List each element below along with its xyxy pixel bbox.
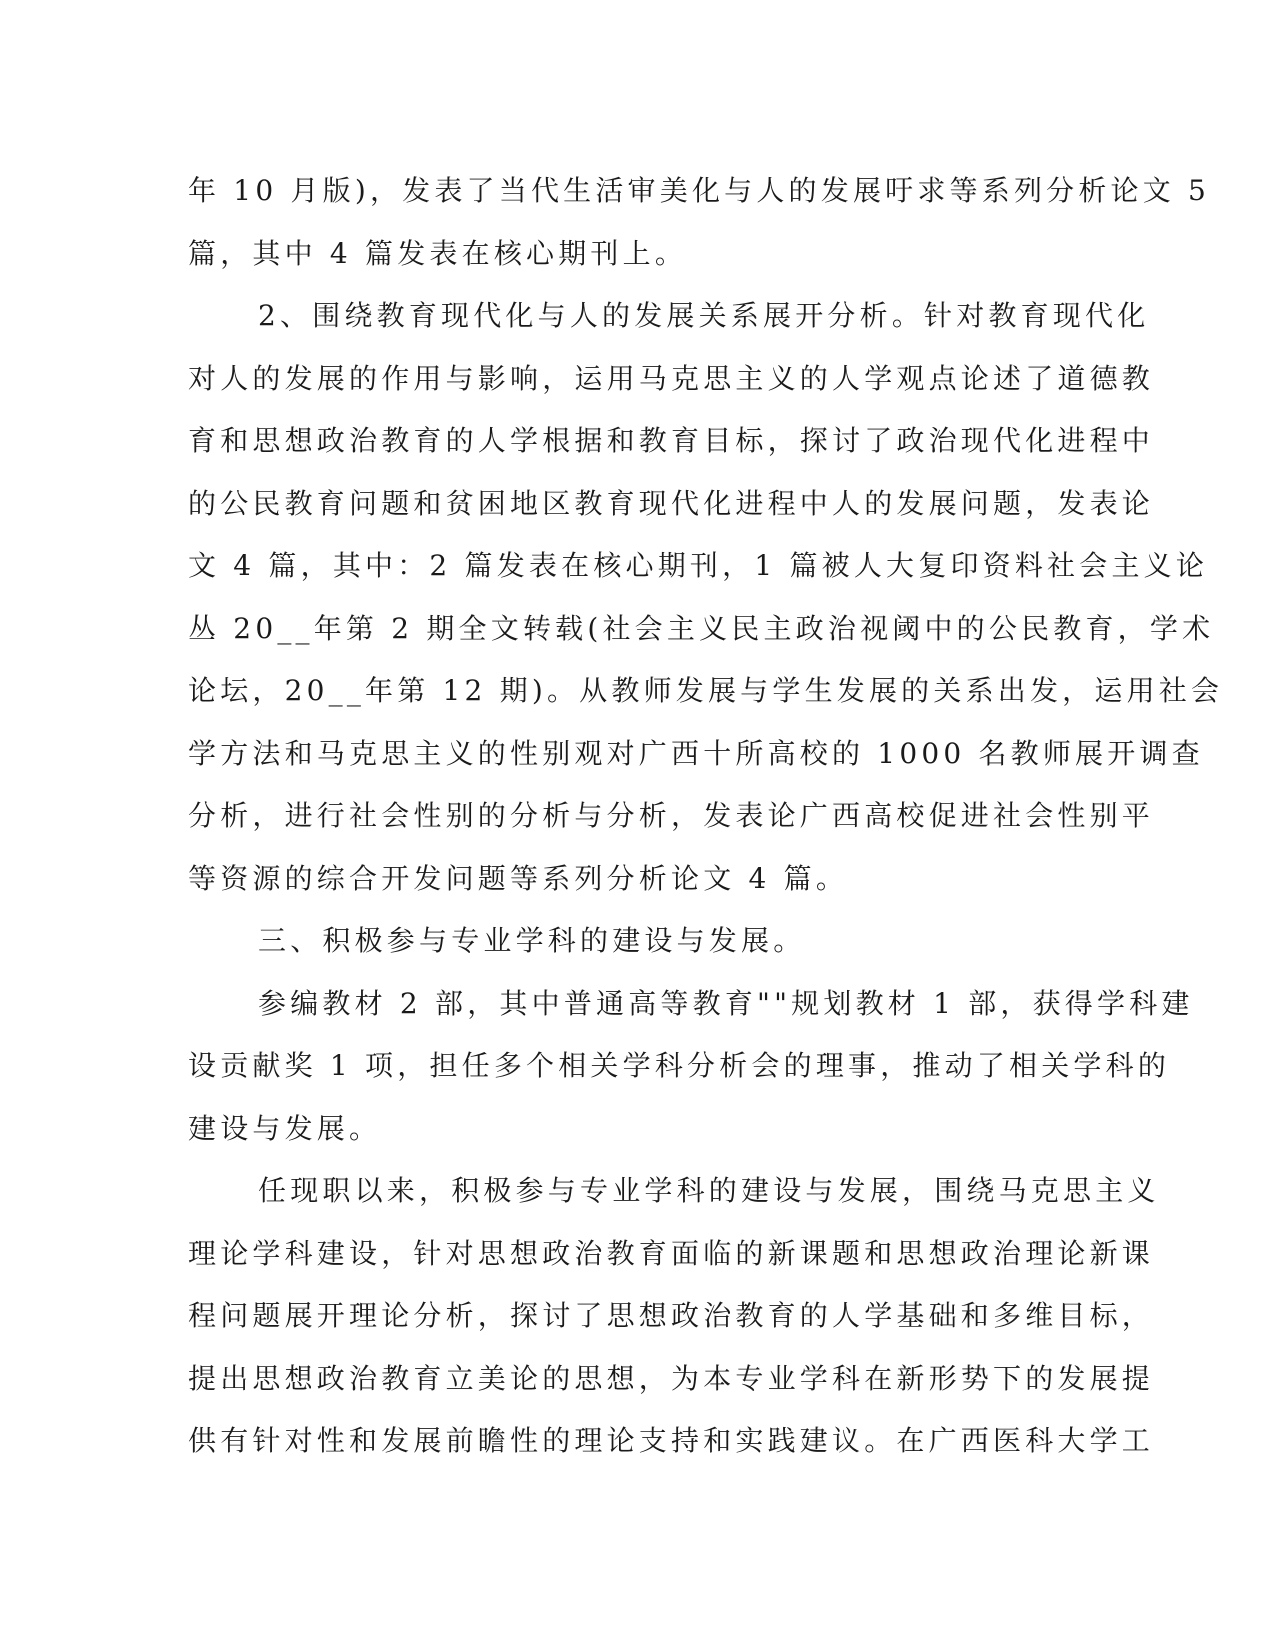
text-line: 文 4 篇，其中：2 篇发表在核心期刊，1 篇被人大复印资料社会主义论 xyxy=(188,549,1209,582)
text-line: 程问题展开理论分析，探讨了思想政治教育的人学基础和多维目标， xyxy=(188,1299,1155,1332)
text-line: 分析，进行社会性别的分析与分析，发表论广西高校促进社会性别平 xyxy=(188,799,1155,832)
text-line: 篇，其中 4 篇发表在核心期刊上。 xyxy=(188,236,688,270)
text-line: 年 10 月版)，发表了当代生活审美化与人的发展吁求等系列分析论文 5 xyxy=(188,174,1211,207)
section-heading: 三、积极参与专业学科的建设与发展。 xyxy=(258,924,806,957)
text-line: 丛 20__年第 2 期全文转载(社会主义民主政治视阈中的公民教育，学术 xyxy=(188,611,1215,645)
text-line: 设贡献奖 1 项，担任多个相关学科分析会的理事，推动了相关学科的 xyxy=(188,1049,1171,1082)
paragraph-1 xyxy=(188,160,1211,285)
text-line: 学方法和马克思主义的性别观对广西十所高校的 1000 名教师展开调查 xyxy=(188,736,1204,770)
text-line: 育和思想政治教育的人学根据和教育目标，探讨了政治现代化进程中 xyxy=(188,424,1155,457)
document-body xyxy=(188,160,1224,1473)
text-line: 参编教材 2 部，其中普通高等教育""规划教材 1 部，获得学科建 xyxy=(258,986,1194,1020)
text-line: 等资源的综合开发问题等系列分析论文 4 篇。 xyxy=(188,861,849,895)
text-line: 提出思想政治教育立美论的思想，为本专业学科在新形势下的发展提 xyxy=(188,1361,1155,1395)
paragraph-3-heading xyxy=(188,910,1068,973)
paragraph-2 xyxy=(188,285,1224,910)
paragraph-4 xyxy=(188,973,1194,1161)
text-line: 建设与发展。 xyxy=(188,1111,382,1145)
text-line: 理论学科建设，针对思想政治教育面临的新课题和思想政治理论新课 xyxy=(188,1236,1155,1270)
text-line: 论坛，20__年第 12 期)。从教师发展与学生发展的关系出发，运用社会 xyxy=(188,674,1224,707)
text-line: 供有针对性和发展前瞻性的理论支持和实践建议。在广西医科大学工 xyxy=(188,1424,1155,1457)
paragraph-5 xyxy=(188,1160,1160,1473)
text-line: 对人的发展的作用与影响，运用马克思主义的人学观点论述了道德教 xyxy=(188,361,1155,395)
text-line: 的公民教育问题和贫困地区教育现代化进程中人的发展问题，发表论 xyxy=(188,486,1155,520)
text-line: 2、围绕教育现代化与人的发展关系展开分析。针对教育现代化 xyxy=(258,299,1150,332)
text-line: 任现职以来，积极参与专业学科的建设与发展，围绕马克思主义 xyxy=(258,1174,1160,1207)
